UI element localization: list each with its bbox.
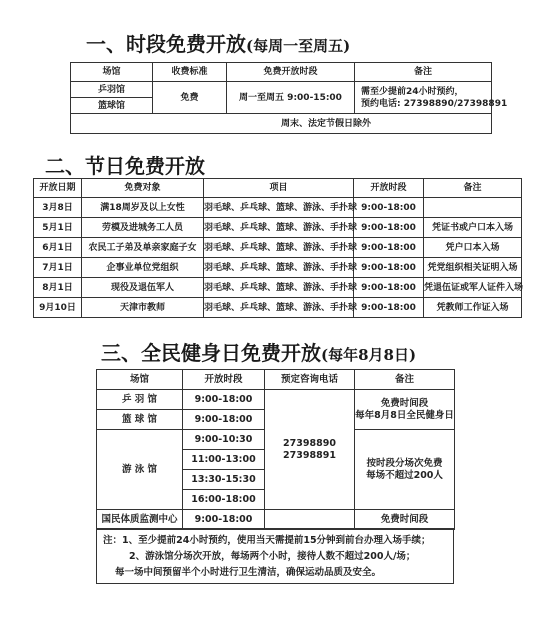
hours-lanqiu: 9:00-18:00 <box>183 410 265 430</box>
section3-table <box>96 369 455 530</box>
cell-items: 羽毛球、乒乓球、篮球、游泳、手扑球 <box>204 218 354 238</box>
cell-date: 3月8日 <box>34 198 82 218</box>
remark-tizhi: 免费时间段 <box>355 510 455 530</box>
cell-remark: 凭教师工作证入场 <box>424 298 522 318</box>
venue-tizhi: 国民体质监测中心 <box>97 510 183 530</box>
cell-target: 企事业单位党组织 <box>82 258 204 278</box>
cell-remark: 凭证书或户口本入场 <box>424 218 522 238</box>
col-header-remark: 备注 <box>355 63 492 82</box>
swim-slot-3: 13:30-15:30 <box>183 470 265 490</box>
cell-items: 羽毛球、乒乓球、篮球、游泳、手扑球 <box>204 298 354 318</box>
cell-items: 羽毛球、乒乓球、篮球、游泳、手扑球 <box>204 238 354 258</box>
cell-target: 满18周岁及以上女性 <box>82 198 204 218</box>
section3-heading <box>101 337 416 366</box>
table-row <box>34 218 522 238</box>
table-row <box>34 198 522 218</box>
cell-date: 9月10日 <box>34 298 82 318</box>
venue-lanqiu: 篮 球 馆 <box>97 410 183 430</box>
remark-free-line2: 每年8月8日全民健身日 <box>355 409 454 421</box>
cell-date: 8月1日 <box>34 278 82 298</box>
section2-heading <box>45 150 205 179</box>
table-row <box>34 278 522 298</box>
section1-title: 一、时段免费开放 <box>86 32 246 56</box>
remark-swim-line2: 每场不超过200人 <box>366 469 443 481</box>
phone-1: 27398890 <box>283 437 336 449</box>
col-header-remark: 备注 <box>424 179 522 198</box>
cell-items: 羽毛球、乒乓球、篮球、游泳、手扑球 <box>204 258 354 278</box>
cell-hours: 9:00-18:00 <box>354 218 424 238</box>
cell-remark: 凭党组织相关证明入场 <box>424 258 522 278</box>
hours-pingyu: 9:00-18:00 <box>183 390 265 410</box>
swim-slot-4: 16:00-18:00 <box>183 490 265 510</box>
section2-table <box>33 178 522 318</box>
col-header-hours: 开放时段 <box>183 370 265 390</box>
cell-remark: 凭户口本入场 <box>424 238 522 258</box>
swim-slot-2: 11:00-13:00 <box>183 450 265 470</box>
swim-slot-1: 9:00-10:30 <box>183 430 265 450</box>
remark-free <box>355 390 455 430</box>
col-header-items: 项目 <box>204 179 354 198</box>
section1-subtitle: (每周一至周五) <box>246 37 351 55</box>
cell-date: 7月1日 <box>34 258 82 278</box>
cell-remark: 凭退伍证或军人证件入场 <box>424 278 522 298</box>
section2-title: 二、节日免费开放 <box>45 154 205 178</box>
phone-2: 27398891 <box>283 449 336 461</box>
venue-lanqiu: 篮球馆 <box>71 98 153 114</box>
col-header-hours: 开放时段 <box>354 179 424 198</box>
col-header-date: 开放日期 <box>34 179 82 198</box>
hours-tizhi: 9:00-18:00 <box>183 510 265 530</box>
table-row <box>34 298 522 318</box>
col-header-venue: 场馆 <box>97 370 183 390</box>
venue-pingyu: 乒 羽 馆 <box>97 390 183 410</box>
venue-pingyu: 乒羽馆 <box>71 82 153 98</box>
note-line-1: 注：1、至少提前24小时预约，使用当天需提前15分钟到前台办理入场手续； <box>103 535 431 546</box>
section3-title: 三、全民健身日免费开放 <box>101 341 321 365</box>
cell-hours: 9:00-18:00 <box>354 238 424 258</box>
remark-value <box>355 82 508 114</box>
section1-footer: 周末、法定节假日除外 <box>71 114 492 134</box>
remark-line2: 预约电话: 27398890/27398891 <box>361 98 508 109</box>
col-header-target: 免费对象 <box>82 179 204 198</box>
phone-empty-cell <box>265 510 355 530</box>
cell-hours: 9:00-18:00 <box>354 298 424 318</box>
cell-date: 6月1日 <box>34 238 82 258</box>
remark-free-line1: 免费时间段 <box>380 397 429 409</box>
fee-value: 免费 <box>153 82 227 114</box>
section3-subtitle: (每年8月8日) <box>321 346 417 364</box>
hours-value: 周一至周五 9:00-15:00 <box>227 82 355 114</box>
note-line-3: 每一场中间预留半个小时进行卫生清洁，确保运动品质及安全。 <box>115 567 382 578</box>
phone-cell <box>265 390 355 510</box>
table-row <box>34 238 522 258</box>
cell-target: 劳模及进城务工人员 <box>82 218 204 238</box>
cell-items: 羽毛球、乒乓球、篮球、游泳、手扑球 <box>204 278 354 298</box>
cell-hours: 9:00-18:00 <box>354 258 424 278</box>
col-header-fee: 收费标准 <box>153 63 227 82</box>
cell-hours: 9:00-18:00 <box>354 278 424 298</box>
remark-swim <box>355 430 455 510</box>
cell-target: 天津市教师 <box>82 298 204 318</box>
venue-youyong: 游 泳 馆 <box>97 430 183 510</box>
cell-remark <box>424 198 522 218</box>
cell-target: 农民工子弟及单亲家庭子女 <box>82 238 204 258</box>
section3-notes <box>96 528 454 584</box>
remark-swim-line1: 按时段分场次免费 <box>366 457 443 469</box>
cell-target: 现役及退伍军人 <box>82 278 204 298</box>
col-header-remark: 备注 <box>355 370 455 390</box>
col-header-hours: 免费开放时段 <box>227 63 355 82</box>
remark-line1: 需至少提前24小时预约， <box>361 86 464 97</box>
cell-items: 羽毛球、乒乓球、篮球、游泳、手扑球 <box>204 198 354 218</box>
col-header-phone: 预定咨询电话 <box>265 370 355 390</box>
note-line-2: 2、游泳馆分场次开放，每场两个小时，接待人数不超过200人/场； <box>129 551 416 562</box>
table-row <box>34 258 522 278</box>
cell-hours: 9:00-18:00 <box>354 198 424 218</box>
section1-heading <box>86 28 350 57</box>
section1-table <box>70 62 508 134</box>
cell-date: 5月1日 <box>34 218 82 238</box>
col-header-venue: 场馆 <box>71 63 153 82</box>
